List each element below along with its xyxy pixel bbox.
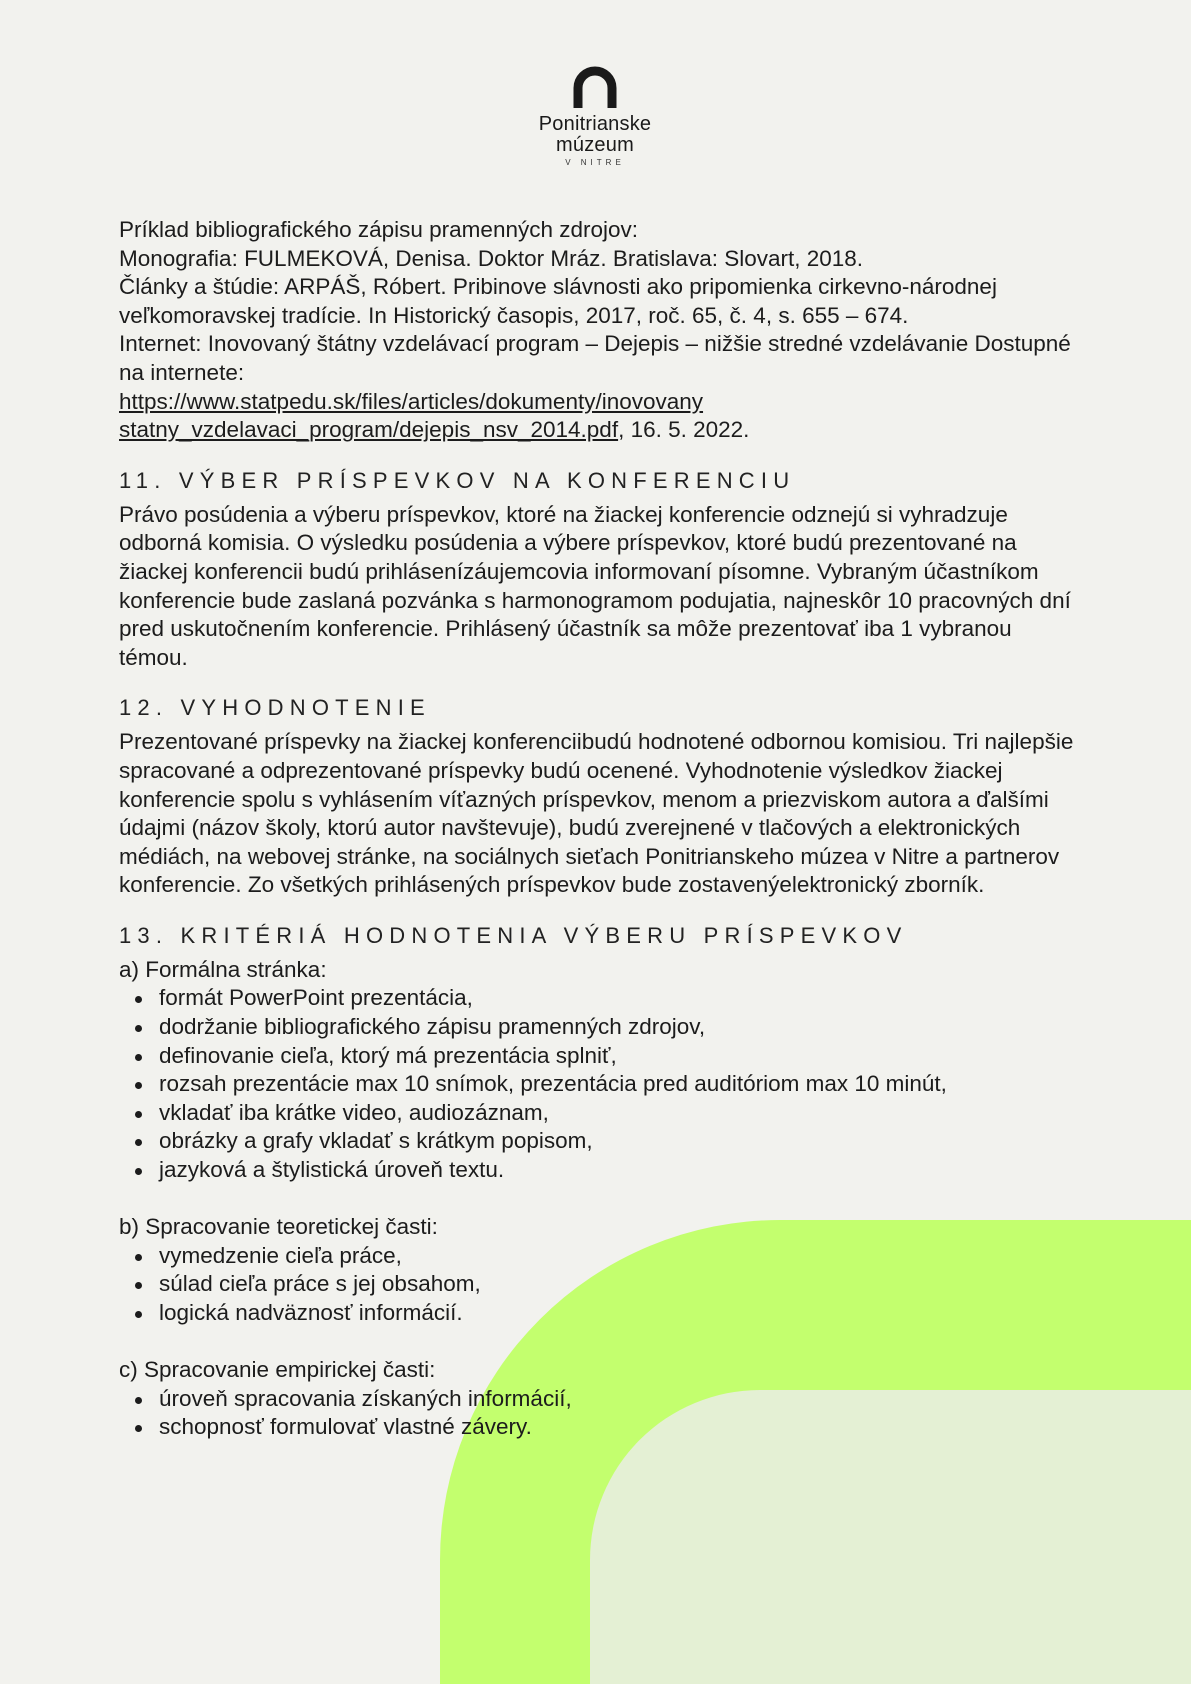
group-b-title: b) Spracovanie teoretickej časti: [119,1214,438,1240]
group-c-title: c) Spracovanie empirickej časti: [119,1357,436,1383]
list-item: definovanie cieľa, ktorý má prezentácia splniť, [129,1042,1079,1071]
section-11-heading: 11. VÝBER PRÍSPEVKOV NA KONFERENCIU [119,467,796,493]
section-11-text: Právo posúdenia a výberu príspevkov, ktoré na žiackej konferencie odznejú si vyhradzuje odborná komisia. O výsledku posúdenia a výbere príspevkov, ktoré budú prezentované na žiackej konferencii budú prihlásenízáujemcovia informovaní písomne. Vybraným účastníkom konferencie bude zaslaná pozvánka s harmonogramom podujatia, najneskôr 10 pracovných dní pred uskutočnením konferencie. Prihlásený účastník sa môže prezentovať iba 1 vybranou témou. [119,501,1071,670]
example-link-line [119,388,1079,445]
list-item: dodržanie bibliografického zápisu pramenných zdrojov, [129,1013,1079,1042]
example-internet: Internet: Inovovaný štátny vzdelávací program – Dejepis – nižšie stredné vzdelávanie Dostupné na internete: [119,331,1071,385]
document-body [119,216,1079,1442]
group-b-list [119,1242,1079,1328]
list-item: obrázky a grafy vkladať s krátkym popisom, [129,1127,1079,1156]
logo-text-line2: múzeum [556,134,634,156]
example-monografia: Monografia: FULMEKOVÁ, Denisa. Doktor Mráz. Bratislava: Slovart, 2018. [119,245,864,271]
example-clanky: Články a štúdie: ARPÁŠ, Róbert. Pribinove slávnosti ako pripomienka cirkevno-národnej veľkomoravskej tradície. In Historický časopis, 2017, roč. 65, č. 4, s. 655 – 674. [119,274,997,328]
section-12-heading: 12. VYHODNOTENIE [119,695,431,721]
list-item: jazyková a štylistická úroveň textu. [129,1156,1079,1185]
access-date: , 16. 5. 2022. [618,417,750,443]
statpedu-link[interactable]: https://www.statpedu.sk/files/articles/dokumenty/inovovany statny_vzdelavaci_program/dejepis_nsv_2014.pdf [119,388,704,443]
bibliography-examples [119,216,1079,445]
list-item: logická nadväznosť informácií. [129,1299,1079,1328]
section-12-text: Prezentované príspevky na žiackej konferenciibudú hodnotené odbornou komisiou. Tri najlepšie spracované a odprezentované príspevky budú ocenené. Vyhodnotenie výsledkov žiackej konferencie spolu s vyhlásením víťazných príspevkov, menom a priezviskom autora a ďalšími údajmi (názov školy, ktorú autor navštevuje), budú zverejnené v tlačových a elektronických médiách, na webovej stránke, na sociálnych sieťach Ponitrianskeho múzea v Nitre a partnerov konferencie. Zo všetkých prihlásených príspevkov bude zostavenýelektronický zborník. [119,729,1074,898]
spacer [119,1328,1079,1357]
spacer [119,1185,1079,1214]
logo-text-line3: V NITRE [565,158,625,167]
group-c-list [119,1385,1079,1442]
logo-text-line1: Ponitrianske [538,113,652,135]
list-item: úroveň spracovania získaných informácií, [129,1385,1079,1414]
group-a-list [119,984,1079,1184]
list-item: schopnosť formulovať vlastné závery. [129,1413,1079,1442]
list-item: rozsah prezentácie max 10 snímok, prezentácia pred auditóriom max 10 minút, [129,1070,1079,1099]
group-a-title: a) Formálna stránka: [119,956,327,982]
list-item: súlad cieľa práce s jej obsahom, [129,1270,1079,1299]
list-item: vkladať iba krátke video, audiozáznam, [129,1099,1079,1128]
list-item: formát PowerPoint prezentácia, [129,984,1079,1013]
arch-logo-icon [573,66,617,108]
list-item: vymedzenie cieľa práce, [129,1242,1079,1271]
intro-line: Príklad bibliografického zápisu pramenných zdrojov: [119,217,639,242]
museum-logo [500,66,690,167]
section-13-heading: 13. KRITÉRIÁ HODNOTENIA VÝBERU PRÍSPEVKOV [119,922,908,948]
